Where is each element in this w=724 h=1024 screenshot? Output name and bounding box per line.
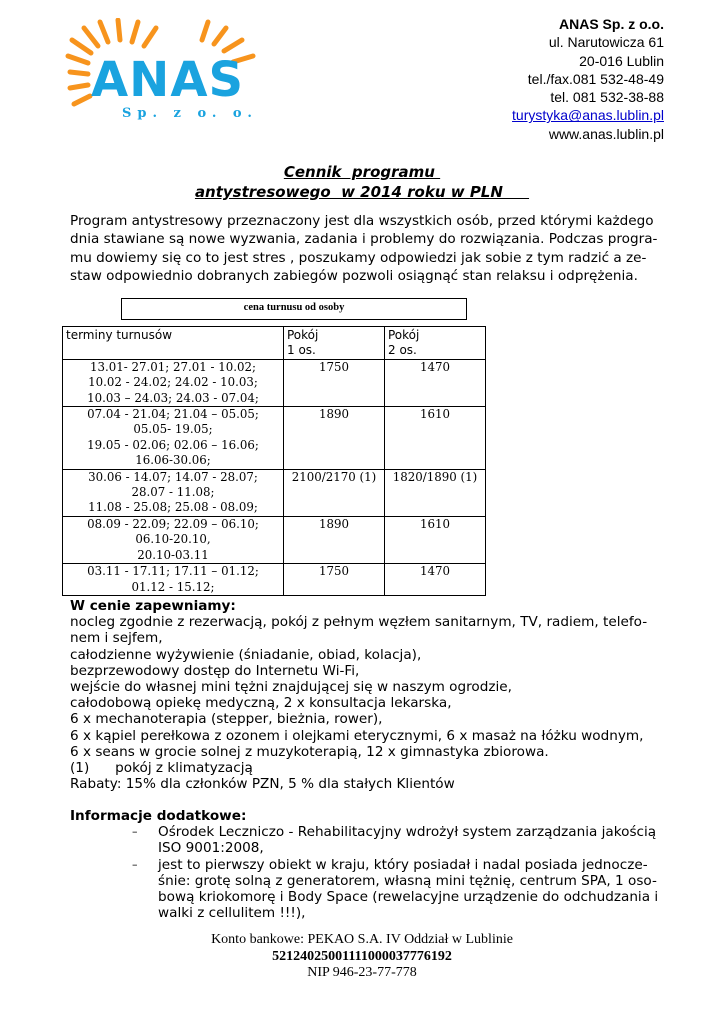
document-title [0,162,724,202]
price-double-room: 1470 [385,359,486,406]
included-line: 6 x kąpiel perełkowa z ozonem i olejkami eterycznymi, 6 x masaż na łóżku wodnym, [70,727,644,744]
intro-line: mu dowiemy się co to jest stres , poszukamy odpowiedzi jak sobie z tym radzić a ze- [70,249,647,266]
table-row [63,469,486,516]
company-tel: tel. 081 532-38-88 [550,89,664,106]
price-double-room: 1610 [385,516,486,563]
bank-name: Konto bankowe: PEKAO S.A. IV Oddział w Lublinie [211,932,513,947]
company-telfax: tel./fax.081 532-48-49 [527,70,664,87]
discount-line: Rabaty: 15% dla członków PZN, 5 % dla stałych Klientów [70,776,455,793]
price-single-room: 1750 [284,564,385,596]
title-line-2: antystresowego w 2014 roku w PLN [194,183,530,201]
company-email-link[interactable]: turystyka@anas.lublin.pl [512,107,664,124]
included-line: nem i sejfem, [70,630,163,647]
header-double-room: Pokój 2 os. [385,327,486,360]
company-address [512,15,664,143]
included-line: 6 x mechanoterapia (stepper, bieżnia, rower), [70,711,383,728]
included-line: bezprzewodowy dostęp do Internetu Wi-Fi, [70,662,360,679]
info-item: – jest to pierwszy obiekt w kraju, który posiadał i nadal posiada jednocze- śnie: grotę solną z generatorem, własną mini tężnię, centrum SPA, 1 oso- bową kriokomorę i Body Space (rewelacyjne urządzenie do odchudzania i walki z cellulitem !!!), [132,856,659,922]
intro-paragraph [70,212,660,285]
company-city: 20-016 Lublin [579,52,664,69]
bullet-dash: – [132,825,138,839]
row-terms: 13.01- 27.01; 27.01 - 10.02; 10.02 - 24.02; 24.02 - 10.03; 10.03 – 24.03; 24.03 - 07.04; [63,359,284,406]
header-single-room: Pokój 1 os. [284,327,385,360]
included-line: całodobową opiekę medyczną, 2 x konsultacja lekarska, [70,695,452,712]
price-double-room: 1820/1890 (1) [385,469,486,516]
price-table [62,326,486,596]
info-heading: Informacje dodatkowe: [70,808,247,824]
company-street: ul. Narutowicza 61 [548,34,664,51]
table-row [63,407,486,470]
included-heading: W cenie zapewniamy: [70,598,236,614]
included-line: całodzienne wyżywienie (śniadanie, obiad, kolacja), [70,646,422,663]
logo-subtext: Sp. z o. o. [122,106,258,121]
price-single-room: 1750 [284,359,385,406]
header-terms: terminy turnusów [63,327,284,360]
price-double-room: 1610 [385,407,486,470]
price-single-room: 1890 [284,407,385,470]
row-terms: 08.09 - 22.09; 22.09 – 06.10; 06.10-20.10, 20.10-03.11 [63,516,284,563]
price-header-box: cena turnusu od osoby [121,298,467,320]
table-row [63,359,486,406]
price-single-room: 2100/2170 (1) [284,469,385,516]
price-double-room: 1470 [385,564,486,596]
included-line: (1) pokój z klimatyzacją [70,760,253,777]
included-line: 6 x seans w grocie solnej z muzykoterapią, 12 x gimnastyka zbiorowa. [70,743,549,760]
table-row [63,516,486,563]
row-terms: 30.06 - 14.07; 14.07 - 28.07; 28.07 - 11.08; 11.08 - 25.08; 25.08 - 08.09; [63,469,284,516]
included-line: nocleg zgodnie z rezerwacją, pokój z pełnym węzłem sanitarnym, TV, radiem, telefo- [70,614,648,631]
company-name: ANAS Sp. z o.o. [559,16,664,32]
intro-line: Program antystresowy przeznaczony jest dla wszystkich osób, przed którymi każdego [70,213,654,229]
row-terms: 07.04 - 21.04; 21.04 – 05.05; 05.05- 19.05; 19.05 - 02.06; 02.06 – 16.06; 16.06-30.06; [63,407,284,470]
included-section [70,598,670,792]
bullet-dash: – [132,857,138,871]
company-website: www.anas.lublin.pl [548,125,664,142]
included-line: wejście do własnej mini tężni znajdującej się w naszym ogrodzie, [70,679,512,696]
table-header-row [63,327,486,360]
intro-line: dnia stawiane są nowe wyzwania, zadania i problemy do rozwiązania. Podczas progra- [70,231,658,248]
table-row [63,564,486,596]
bank-account: 52124025001111000037776192 [272,948,452,964]
intro-line: staw odpowiednio dobranych zabiegów pozwoli osiągnąć stan relaksu i odprężenia. [70,267,638,284]
title-line-1: Cennik programu [283,163,441,181]
additional-info-section [70,808,670,921]
tax-id: NIP 946-23-77-778 [307,965,417,980]
company-logo [58,18,263,130]
logo-text: ANAS [91,52,245,108]
row-terms: 03.11 - 17.11; 17.11 – 01.12; 01.12 - 15.12; [63,564,284,596]
footer [0,932,724,982]
info-item: – Ośrodek Leczniczo - Rehabilitacyjny wdrożył system zarządzania jakością ISO 9001:2008, [132,824,657,857]
price-single-room: 1890 [284,516,385,563]
